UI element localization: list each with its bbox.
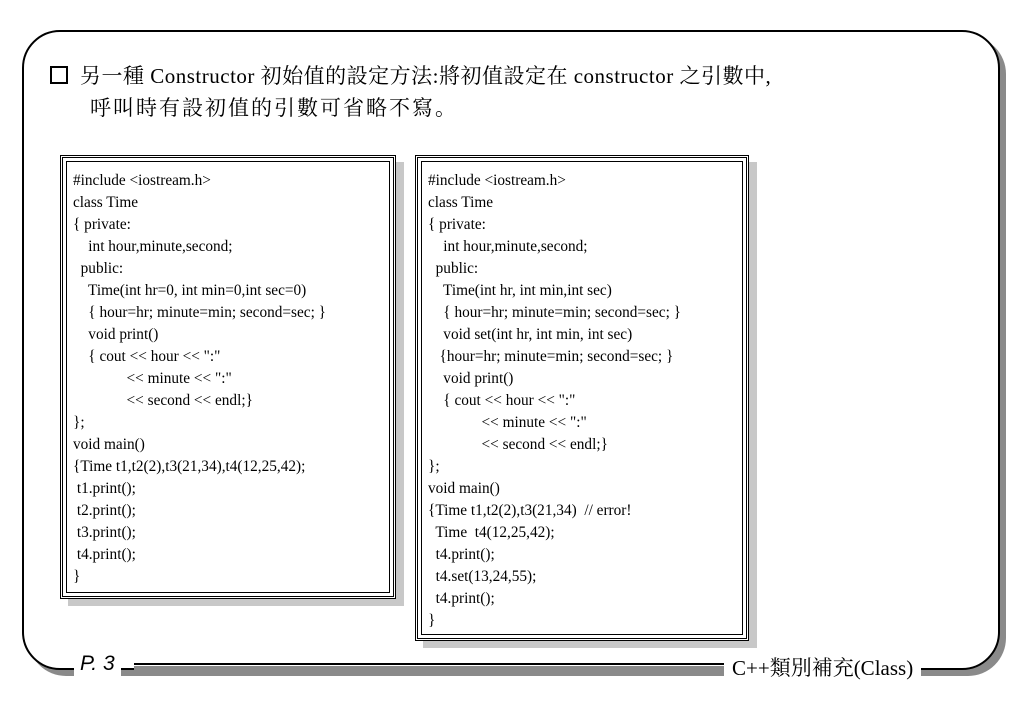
code-line: Time(int hr, int min,int sec): [428, 282, 612, 299]
footer-rule-shadow: [134, 666, 724, 671]
code-line: };: [428, 458, 440, 475]
code-line: class Time: [73, 194, 139, 211]
code-line: {hour=hr; minute=min; second=sec; }: [428, 348, 674, 365]
code-line: int hour,minute,second;: [428, 238, 588, 255]
slide-title: [50, 60, 990, 124]
code-line: { cout << hour << ":": [73, 348, 221, 365]
code-line: << minute << ":": [428, 414, 587, 431]
code-line: t2.print();: [73, 502, 136, 519]
code-right-text: [428, 170, 681, 632]
code-line: public:: [428, 260, 479, 277]
code-line: }: [428, 612, 436, 629]
code-line: { hour=hr; minute=min; second=sec; }: [428, 304, 681, 321]
code-line: << second << endl;}: [73, 392, 253, 409]
code-left-text: [73, 170, 326, 588]
code-line: void main(): [428, 480, 500, 497]
code-line: class Time: [428, 194, 494, 211]
code-box-right: [415, 155, 749, 641]
code-line: t4.set(13,24,55);: [428, 568, 537, 585]
title-text-2: 呼叫時有設初值的引數可省略不寫。: [90, 96, 458, 120]
code-line: #include <iostream.h>: [73, 172, 211, 189]
code-line: {Time t1,t2(2),t3(21,34) // error!: [428, 502, 632, 519]
code-line: t3.print();: [73, 524, 136, 541]
code-line: << second << endl;}: [428, 436, 608, 453]
code-line: int hour,minute,second;: [73, 238, 233, 255]
code-line: { hour=hr; minute=min; second=sec; }: [73, 304, 326, 321]
code-line: void print(): [73, 326, 159, 343]
code-line: void main(): [73, 436, 145, 453]
bullet-checkbox-icon: [50, 66, 68, 84]
page-number: P. 3: [74, 652, 121, 676]
footer-title: C++類別補充(Class): [724, 652, 921, 682]
code-box-left: [60, 155, 396, 599]
code-line: public:: [73, 260, 124, 277]
code-line: {Time t1,t2(2),t3(21,34),t4(12,25,42);: [73, 458, 306, 475]
code-line: t1.print();: [73, 480, 136, 497]
code-line: { private:: [428, 216, 486, 233]
code-line: void set(int hr, int min, int sec): [428, 326, 633, 343]
code-line: Time(int hr=0, int min=0,int sec=0): [73, 282, 307, 299]
code-line: };: [73, 414, 85, 431]
code-line: { private:: [73, 216, 131, 233]
code-line: Time t4(12,25,42);: [428, 524, 555, 541]
code-line: void print(): [428, 370, 514, 387]
title-text-1: 另一種 Constructor 初始值的設定方法:將初值設定在 constructor 之引數中,: [80, 64, 772, 88]
footer-rule: [134, 663, 724, 665]
code-line: t4.print();: [428, 590, 495, 607]
code-line: { cout << hour << ":": [428, 392, 576, 409]
code-line: t4.print();: [73, 546, 136, 563]
code-line: << minute << ":": [73, 370, 232, 387]
code-line: #include <iostream.h>: [428, 172, 566, 189]
code-line: }: [73, 568, 81, 585]
title-line-1: [50, 60, 990, 92]
code-line: t4.print();: [428, 546, 495, 563]
